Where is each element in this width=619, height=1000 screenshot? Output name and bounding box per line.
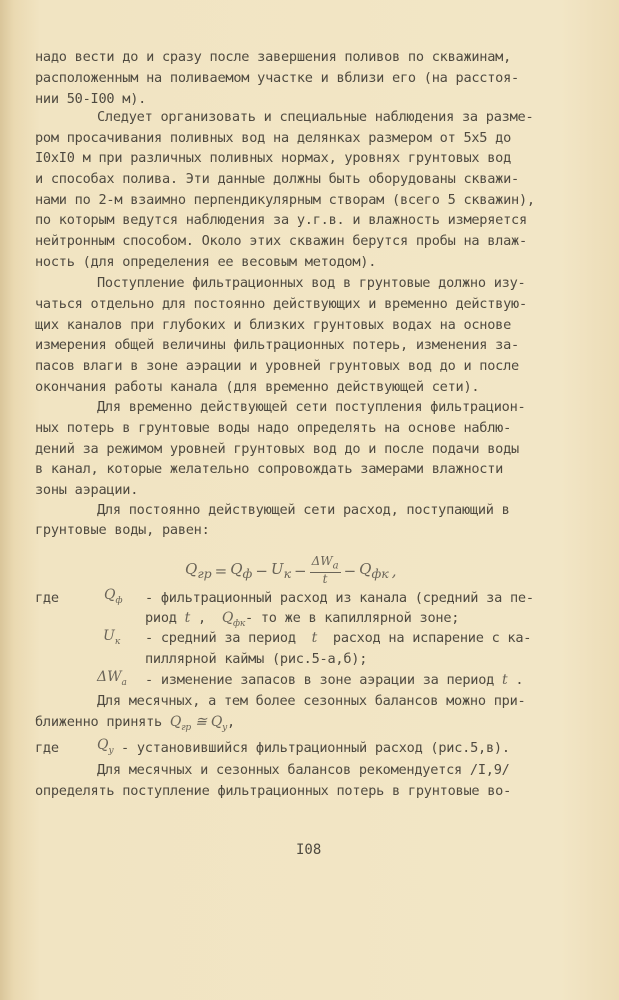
text-line: нами по 2-м взаимно перпендикулярным створам (всего 5 скважин),	[35, 192, 535, 208]
definition-line: риод t , $Q_{фк}-$ то же в капиллярной зоне;	[145, 610, 460, 629]
text-line: Следует организовать и специальные наблюдения за разме-	[97, 109, 534, 125]
text-line: I0хI0 м при различных поливных нормах, уровнях грунтовых вод	[35, 150, 512, 166]
definition-line: - фильтрационный расход из канала (средний за пе-	[145, 590, 534, 606]
text-line: Для месячных и сезонных балансов рекомендуется /I,9/	[97, 762, 510, 778]
text-line: определять поступление фильтрационных потерь в грунтовые во-	[35, 783, 512, 799]
text-line: по которым ведутся наблюдения за у.г.в. и влажность измеряется	[35, 212, 527, 228]
text-line: Для месячных, а тем более сезонных балансов можно при-	[97, 693, 526, 709]
text-line: надо вести до и сразу после завершения поливов по скважинам,	[35, 49, 512, 65]
text-line: грунтовые воды, равен:	[35, 522, 210, 538]
symbol: $\Delta W_a$	[97, 669, 127, 688]
fraction: $\frac{\Delta W_a}{t}$	[311, 554, 339, 587]
definition-line: - средний за период t расход на испарение с ка-	[145, 630, 532, 646]
text-line: ром просачивания поливных вод на делянках размером от 5х5 до	[35, 130, 512, 146]
text-line: щих каналов при глубоких и близких грунтовых водах на основе	[35, 317, 512, 333]
text-line: зоны аэрации.	[35, 482, 139, 498]
text-line: измерения общей величины фильтрационных потерь, изменения за-	[35, 337, 519, 353]
page-number: I08	[296, 842, 322, 858]
text-line: дений за режимом уровней грунтовых вод до и после подачи воды	[35, 441, 519, 457]
text-line: в канал, которые желательно сопровождать замерами влажности	[35, 461, 504, 477]
text-line: ближенно принять $Q_{гр}$ ≅ $Q_у$,	[35, 714, 235, 733]
text-line: нии 50-I00 м).	[35, 91, 147, 107]
where-label: где	[35, 590, 59, 606]
text-line: и способах полива. Эти данные должны быть оборудованы скважи-	[35, 171, 519, 187]
symbol: $U_к$	[103, 628, 121, 647]
balance-formula: $Q_{гр}$ = $Q_ф$ − $U_к$ − $\frac{\Delta W_a}{t}$ − $Q_{фк}$ ,	[185, 554, 397, 587]
text-line: чаться отдельно для постоянно действующих и временно действую-	[35, 296, 527, 312]
text-line: расположенным на поливаемом участке и вблизи его (на расстоя-	[35, 70, 519, 86]
text-line: Для временно действующей сети поступления фильтрацион-	[97, 399, 526, 415]
definition-line: - изменение запасов в зоне аэрации за период t .	[145, 672, 524, 688]
text-line: ность (для определения ее весовым методом).	[35, 254, 377, 270]
definition-line: пиллярной каймы (рис.5-а,б);	[145, 651, 368, 667]
text-line: пасов влаги в зоне аэрации и уровней грунтовых вод до и после	[35, 358, 519, 374]
symbol: $Q_у$	[97, 737, 114, 756]
text-line: окончания работы канала (для временно действующей сети).	[35, 379, 480, 395]
text-line: Для постоянно действующей сети расход, поступающий в	[97, 502, 510, 518]
text-line: нейтронным способом. Около этих скважин берутся пробы на влаж-	[35, 233, 527, 249]
definition-line: - установившийся фильтрационный расход (рис.5,в).	[121, 740, 510, 756]
symbol: $Q_ф$	[104, 587, 123, 606]
text-line: Поступление фильтрационных вод в грунтовые должно изу-	[97, 275, 526, 291]
where-label: где	[35, 740, 59, 756]
text-line: ных потерь в грунтовые воды надо определять на основе наблю-	[35, 420, 512, 436]
